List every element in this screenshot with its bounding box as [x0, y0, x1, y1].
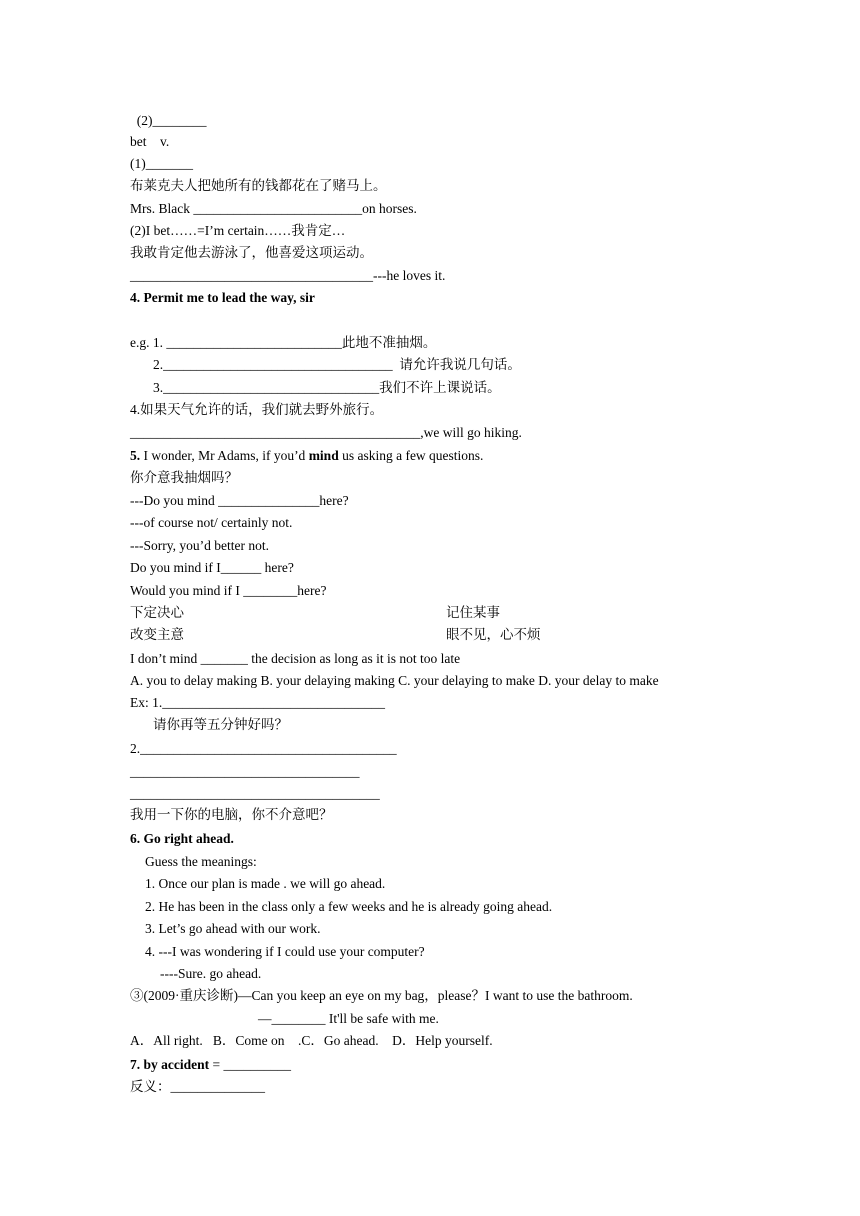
text-line: e.g. 1. __________________________此地不准抽烟。 [130, 335, 437, 350]
text-line: bet v. [130, 134, 170, 149]
text-line: 我用一下你的电脑，你不介意吧？ [130, 807, 333, 822]
text-line: 2.______________________________________ [130, 741, 397, 756]
text-line: ___________________________________________,we will go hiking. [130, 425, 522, 440]
text-line: 记住某事 [446, 605, 500, 620]
section-heading [130, 1057, 291, 1073]
text-line: Do you mind if I______ here? [130, 560, 294, 575]
text-line: 眼不见，心不烦 [446, 627, 541, 642]
text-line: 下定决心 [130, 605, 184, 620]
text-span: = __________ [209, 1057, 291, 1072]
text-line: Mrs. Black _________________________on horses. [130, 201, 417, 216]
text-line: ---of course not/ certainly not. [130, 515, 293, 530]
text-line: —________ It'll be safe with me. [258, 1011, 439, 1026]
text-line: Guess the meanings: [145, 854, 257, 869]
text-span: I wonder, Mr Adams, if you’d [140, 448, 309, 463]
section-number: 5. [130, 448, 141, 463]
text-span: us asking a few questions. [338, 448, 484, 463]
text-line: 我敢肯定他去游泳了，他喜爱这项运动。 [130, 245, 373, 260]
text-line: _____________________________________ [130, 786, 380, 801]
answer-options: A. you to delay making B. your delaying making C. your delaying to make D. your delay to make [130, 673, 659, 688]
section-title: 7. by accident [130, 1057, 210, 1072]
text-line: (1)_______ [130, 156, 193, 171]
text-line: 4. ---I was wondering if I could use your computer? [145, 944, 425, 959]
text-line: 2. He has been in the class only a few weeks and he is already going ahead. [145, 899, 553, 914]
text-line: 4.如果天气允许的话，我们就去野外旅行。 [130, 402, 384, 417]
text-line: ---Do you mind _______________here? [130, 493, 349, 508]
text-line: Ex: 1._________________________________ [130, 695, 385, 710]
text-line: I don’t mind _______ the decision as long as it is not too late [130, 651, 461, 666]
text-line: (2)I bet……=I’m certain……我肯定… [130, 223, 346, 238]
text-line: 布莱克夫人把她所有的钱都花在了赌马上。 [130, 178, 387, 193]
text-line: ____________________________________---he loves it. [130, 268, 446, 283]
text-line: 反义：______________ [130, 1079, 265, 1094]
text-line: 2.__________________________________ 请允许我说几句话。 [153, 357, 521, 372]
keyword: mind [308, 448, 339, 463]
text-line: __________________________________ [130, 764, 360, 779]
text-line: ---Sorry, you’d better not. [130, 538, 269, 553]
section-heading: 4. Permit me to lead the way, sir [130, 290, 315, 305]
text-line: ----Sure. go ahead. [160, 966, 262, 981]
section-heading [130, 448, 483, 464]
text-line: (2)________ [130, 113, 207, 128]
answer-options: A．All right. B．Come on .C．Go ahead. D．Help yourself. [130, 1033, 493, 1048]
text-line: 3. Let’s go ahead with our work. [145, 921, 321, 936]
text-line: ③(2009·重庆诊断)—Can you keep an eye on my bag，please？I want to use the bathroom. [130, 988, 633, 1003]
text-line: Would you mind if I ________here? [130, 583, 327, 598]
text-line: 请你再等五分钟好吗？ [153, 717, 288, 732]
text-line: 改变主意 [130, 627, 184, 642]
text-line: 你介意我抽烟吗？ [130, 470, 238, 485]
section-heading: 6. Go right ahead. [130, 831, 234, 846]
text-line: 3.________________________________我们不许上课说话。 [153, 380, 501, 395]
text-line: 1. Once our plan is made . we will go ahead. [145, 876, 386, 891]
